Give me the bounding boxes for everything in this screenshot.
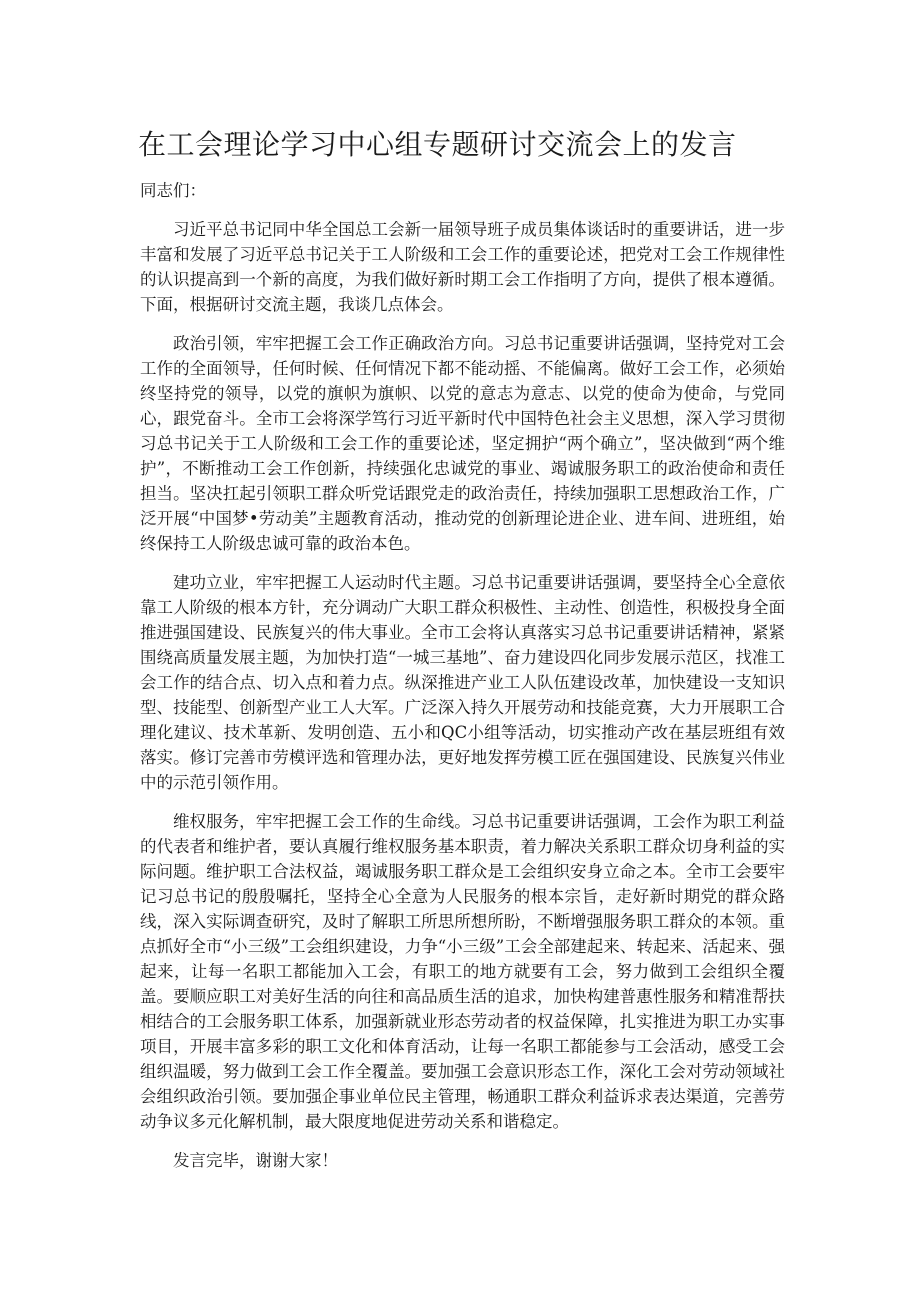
document-title: 在工会理论学习中心组专题研讨交流会上的发言 [138,128,737,161]
paragraph-political-guidance: 政治引领，牢牢把握工会工作正确政治方向。习总书记重要讲话强调，坚持党对工会工作的全面领导，任何时候、任何情况下都不能动摇、不能偏离。做好工会工作，必须始终坚持党的领导，以党的旗帜为旗帜、以党的意志为意志、以党的使命为使命，与党同心，跟党奋斗。全市工会将深学笃行习近平新时代中国特色社会主义思想，深入学习贯彻习总书记关于工人阶级和工会工作的重要论述，坚定拥护“两个确立”，坚决做到“两个维护”，不断推动工会工作创新，持续强化忠诚党的事业、竭诚服务职工的政治使命和责任担当。坚决扛起引领职工群众听党话跟党走的政治责任，持续加强职工思想政治工作，广泛开展“中国梦•劳动美”主题教育活动，推动党的创新理论进企业、进车间、进班组，始终保持工人阶级忠诚可靠的政治本色。 [140,334,785,553]
document-body [140,178,785,1173]
paragraph-rights-services: 维权服务，牢牢把握工会工作的生命线。习总书记重要讲话强调，工会作为职工利益的代表者和维护者，要认真履行维权服务基本职责，着力解决关系职工群众切身利益的实际问题。维护职工合法权益，竭诚服务职工群众是工会组织安身立命之本。全市工会要牢记习总书记的殷殷嘱托，坚持全心全意为人民服务的根本宗旨，走好新时期党的群众路线，深入实际调查研究，及时了解职工所思所想所盼，不断增强服务职工群众的本领。重点抓好全市“小三级”工会组织建设，力争“小三级”工会全部建起来、转起来、活起来、强起来，让每一名职工都能加入工会，有职工的地方就要有工会，努力做到工会组织全覆盖。要顺应职工对美好生活的向往和高品质生活的追求，加快构建普惠性服务和精准帮扶相结合的工会服务职工体系，加强新就业形态劳动者的权益保障，扎实推进为职工办实事项目，开展丰富多彩的职工文化和体育活动，让每一名职工都能参与工会活动，感受工会组织温暖，努力做到工会工作全覆盖。要加强工会意识形态工作，深化工会对劳动领域社会组织政治引领。要加强企事业单位民主管理，畅通职工群众利益诉求表达渠道，完善劳动争议多元化解机制，最大限度地促进劳动关系和谐稳定。 [140,812,785,1131]
paragraph-achievements: 建功立业，牢牢把握工人运动时代主题。习总书记重要讲话强调，要坚持全心全意依靠工人阶级的根本方针，充分调动广大职工群众积极性、主动性、创造性，积极投身全面推进强国建设、民族复兴的伟大事业。全市工会将认真落实习总书记重要讲话精神，紧紧围绕高质量发展主题，为加快打造“一城三基地”、奋力建设四化同步发展示范区，找准工会工作的结合点、切入点和着力点。纵深推进产业工人队伍建设改革，加快建设一支知识型、技能型、创新型产业工人大军。广泛深入持久开展劳动和技能竞赛，大力开展职工合理化建议、技术革新、发明创造、五小和QC小组等活动，切实推动产改在基层班组有效落实。修订完善市劳模评选和管理办法，更好地发挥劳模工匠在强国建设、民族复兴伟业中的示范引领作用。 [140,573,785,792]
salutation: 同志们： [140,181,206,200]
paragraph-intro: 习近平总书记同中华全国总工会新一届领导班子成员集体谈话时的重要讲话，进一步丰富和发展了习近平总书记关于工人阶级和工会工作的重要论述，把党对工会工作规律性的认识提高到一个新的高度，为我们做好新时期工会工作指明了方向，提供了根本遵循。下面，根据研讨交流主题，我谈几点体会。 [140,220,785,314]
closing-remark: 发言完毕，谢谢大家！ [173,1151,338,1170]
